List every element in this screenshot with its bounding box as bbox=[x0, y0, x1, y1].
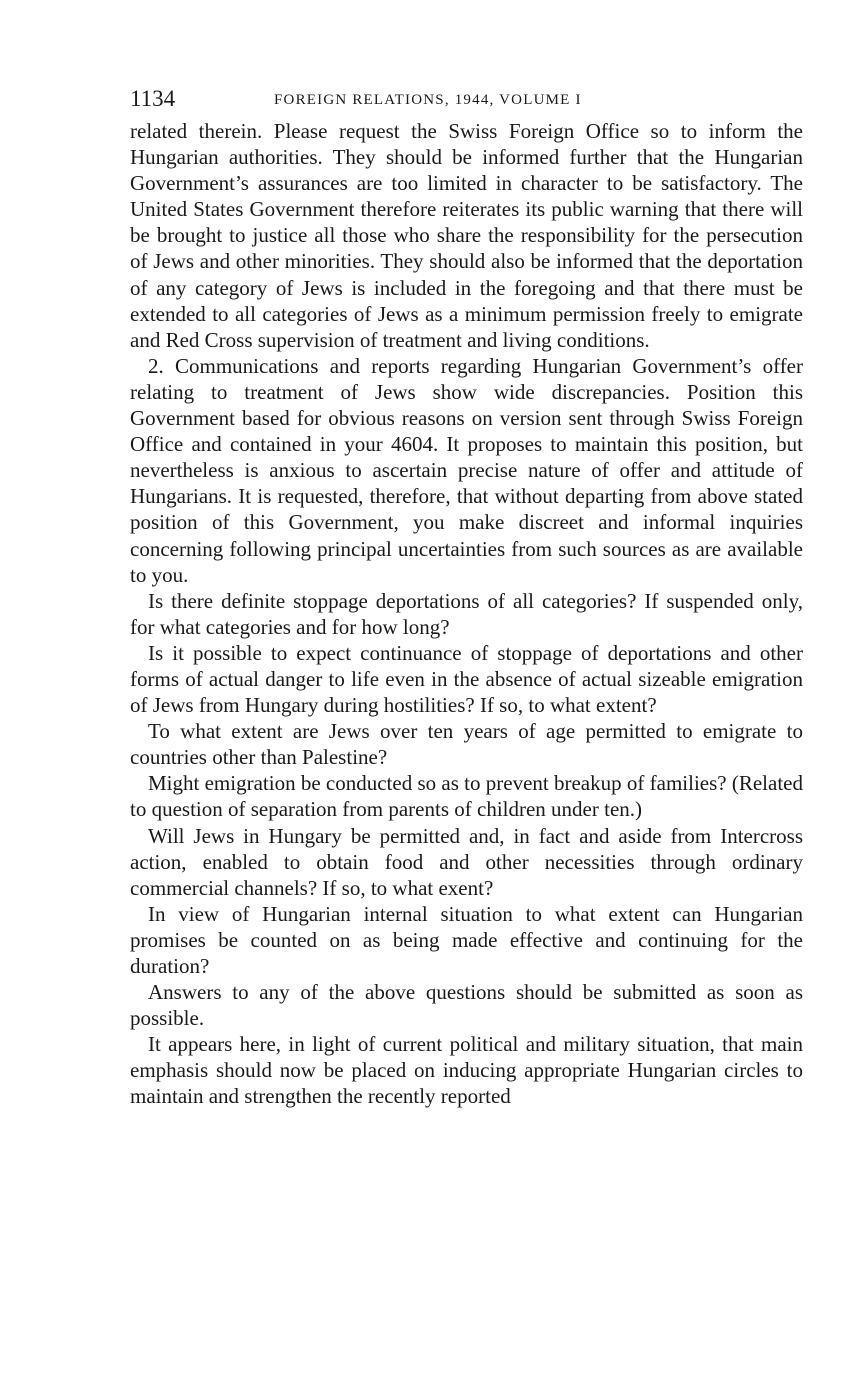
page-number: 1134 bbox=[130, 86, 176, 111]
paragraph-question-deportations: Is there definite stoppage deportations of all categories? If suspended only, for what categories and for how long? bbox=[130, 588, 803, 639]
running-head bbox=[130, 84, 803, 118]
paragraph-emphasis: It appears here, in light of current political and military situation, that main emphasis should now be placed on inducing appropriate Hungarian circles to maintain and strengthen the recently reported bbox=[130, 1032, 803, 1109]
paragraph-question-families: Might emigration be conducted so as to prevent breakup of families? (Related to question of separation from parents of children under ten.) bbox=[130, 771, 803, 822]
document-page bbox=[130, 84, 803, 1110]
body-text bbox=[130, 118, 803, 1110]
paragraph-answers: Answers to any of the above questions should be submitted as soon as possible. bbox=[130, 980, 803, 1031]
paragraph-question-emigration-age: To what extent are Jews over ten years of age permitted to emigrate to countries other than Palestine? bbox=[130, 719, 803, 770]
paragraph-point-2: 2. Communications and reports regarding Hungarian Government’s offer relating to treatment of Jews show wide discrepancies. Position this Government based for obvious reasons on version sent through Swiss Foreign Office and contained in your 4604. It proposes to maintain this position, but nevertheless is anxious to ascertain precise nature of offer and attitude of Hungarians. It is requested, therefore, that without departing from above stated position of this Government, you make discreet and informal inquiries concerning following principal uncertainties from such sources as are available to you. bbox=[130, 353, 803, 587]
paragraph-question-continuance: Is it possible to expect continuance of stoppage of deportations and other forms of actual danger to life even in the absence of actual sizeable emigration of Jews from Hungary during hostilities? If so, to what extent? bbox=[130, 640, 803, 718]
running-title: FOREIGN RELATIONS, 1944, VOLUME I bbox=[274, 92, 582, 108]
paragraph-continuation: related therein. Please request the Swiss Foreign Office so to inform the Hungarian authorities. They should be informed further that the Hungarian Government’s assurances are too limited in character to be satisfactory. The United States Government therefore reiterates its public warning that there will be brought to justice all those who share the responsibility for the persecution of Jews and other minorities. They should also be informed that the deportation of any category of Jews is included in the foregoing and that there must be extended to all categories of Jews as a minimum permission freely to emigrate and Red Cross supervision of treatment and living conditions. bbox=[130, 119, 803, 352]
paragraph-question-promises: In view of Hungarian internal situation to what extent can Hungarian promises be counted on as being made effective and continuing for the duration? bbox=[130, 901, 803, 978]
paragraph-question-food: Will Jews in Hungary be permitted and, in fact and aside from Intercross action, enabled to obtain food and other necessities through ordinary commercial channels? If so, to what exent? bbox=[130, 823, 803, 900]
